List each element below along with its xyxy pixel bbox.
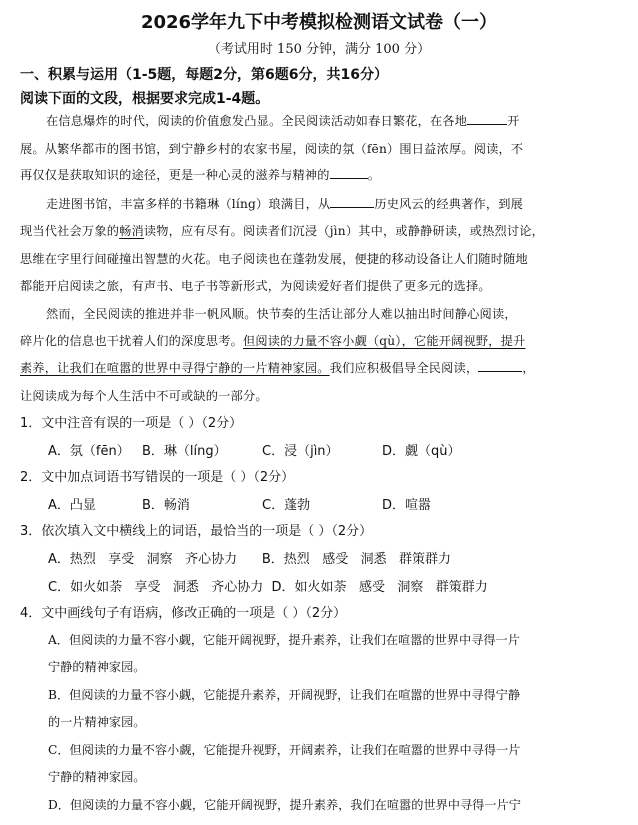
passage-line-10: 素养，让我们在喧嚣的世界中寻得宁静的一片精神家园。我们应积极倡导全民阅读， ， — [20, 361, 535, 375]
section-heading: 一、积累与运用（1-5题，每题2分，第6题6分，共16分） — [20, 67, 388, 83]
dotted-word: 畅消 — [119, 224, 144, 238]
passage-line-5: 现当代社会万象的畅消读物，应有尽有。阅读者们沉浸（jìn）其中，或静静研读，或热烈讨论， — [20, 224, 545, 238]
underlined-sentence-end: 素养，让我们在喧嚣的世界中寻得宁静的一片精神家园。 — [20, 361, 330, 375]
passage-line-7: 都能开启阅读之旅，有声书、电子书等新形式，为阅读爱好者们提供了更多元的选择。 — [20, 279, 491, 293]
question-2-options — [48, 494, 624, 513]
question-2-stem: 2．文中加点词语书写错误的一项是（ ）（2分） — [20, 470, 295, 485]
q4-option-b[interactable]: B．但阅读的力量不容小觑，它能提升素养，开阔视野，让我们在喧嚣的世界中寻得宁静 — [48, 688, 521, 702]
q2-option-c[interactable]: C．蓬勃 — [262, 498, 311, 513]
q4-option-c[interactable]: C．但阅读的力量不容小觑，它能提升视野，开阔素养，让我们在喧嚣的世界中寻得一片 — [48, 743, 521, 757]
q4-option-b-cont: 的一片精神家园。 — [48, 715, 146, 729]
q1-option-d[interactable]: D．觑（qù） — [382, 444, 461, 459]
q3-options-row-2[interactable]: C．如火如荼 享受 洞悉 齐心协力 D．如火如荼 感受 洞察 群策群力 — [48, 580, 488, 595]
passage-line-9: 碎片化的信息也干扰着人们的深度思考。但阅读的力量不容小觑（qù），它能开阔视野，提升 — [20, 334, 526, 348]
q2-option-d[interactable]: D．喧嚣 — [382, 498, 432, 513]
question-4-stem: 4．文中画线句子有语病，修改正确的一项是（ ）（2分） — [20, 606, 347, 621]
passage-line-4: 走进图书馆，丰富多样的书籍琳（líng）琅满目，从 历史风云的经典著作，到展 — [46, 197, 524, 211]
q1-option-c[interactable]: C．浸（jìn） — [262, 444, 339, 459]
passage-line-11: 让阅读成为每个人生活中不可或缺的一部分。 — [20, 389, 268, 403]
q4-option-a-cont: 宁静的精神家园。 — [48, 660, 146, 674]
q4-option-c-cont: 宁静的精神家园。 — [48, 770, 146, 784]
underlined-sentence: 但阅读的力量不容小觑（qù），它能开阔视野，提升 — [242, 334, 526, 348]
passage-line-1: 在信息爆炸的时代，阅读的价值愈发凸显。全民阅读活动如春日繁花，在各地 开 — [46, 114, 520, 128]
passage-line-6: 思维在字里行间碰撞出智慧的火花。电子阅读也在蓬勃发展，便捷的移动设备让人们随时随地 — [20, 252, 528, 266]
passage-line-3: 再仅仅是获取知识的途径，更是一种心灵的滋养与精神的 。 — [20, 168, 381, 182]
reading-instruction: 阅读下面的文段，根据要求完成1-4题。 — [20, 91, 270, 107]
q2-option-a[interactable]: A．凸显 — [48, 498, 96, 513]
q1-option-b[interactable]: B．琳（líng） — [142, 444, 227, 459]
question-1-stem: 1．文中注音有误的一项是（ ）（2分） — [20, 416, 243, 431]
exam-title: 2026学年九下中考模拟检测语文试卷（一） — [140, 12, 498, 33]
blank-1 — [467, 114, 507, 125]
q4-option-a[interactable]: A．但阅读的力量不容小觑，它能开阔视野，提升素养，让我们在喧嚣的世界中寻得一片 — [48, 633, 520, 647]
q1-option-a[interactable]: A．氛（fēn） — [48, 444, 130, 459]
question-1-options — [48, 440, 624, 459]
question-3-stem: 3．依次填入文中横线上的词语，最恰当的一项是（ ）（2分） — [20, 524, 373, 539]
q4-option-d[interactable]: D．但阅读的力量不容小觑，它能开阔视野，提升素养，我们在喧嚣的世界中寻得一片宁 — [48, 798, 521, 812]
passage-line-2: 展。从繁华都市的图书馆，到宁静乡村的农家书屋，阅读的氛（fēn）围日益浓厚。阅读，不 — [20, 142, 524, 156]
passage-line-8: 然而，全民阅读的推进并非一帆风顺。快节奏的生活让部分人难以抽出时间静心阅读， — [46, 307, 517, 321]
blank-2 — [330, 168, 368, 179]
blank-3 — [330, 197, 374, 208]
q3-options-row-1[interactable]: A．热烈 享受 洞察 齐心协力 B．热烈 感受 洞悉 群策群力 — [48, 552, 451, 567]
exam-subtitle: （考试用时 150 分钟，满分 100 分） — [207, 42, 431, 57]
q2-option-b[interactable]: B．畅消 — [142, 498, 190, 513]
blank-4 — [478, 361, 522, 372]
